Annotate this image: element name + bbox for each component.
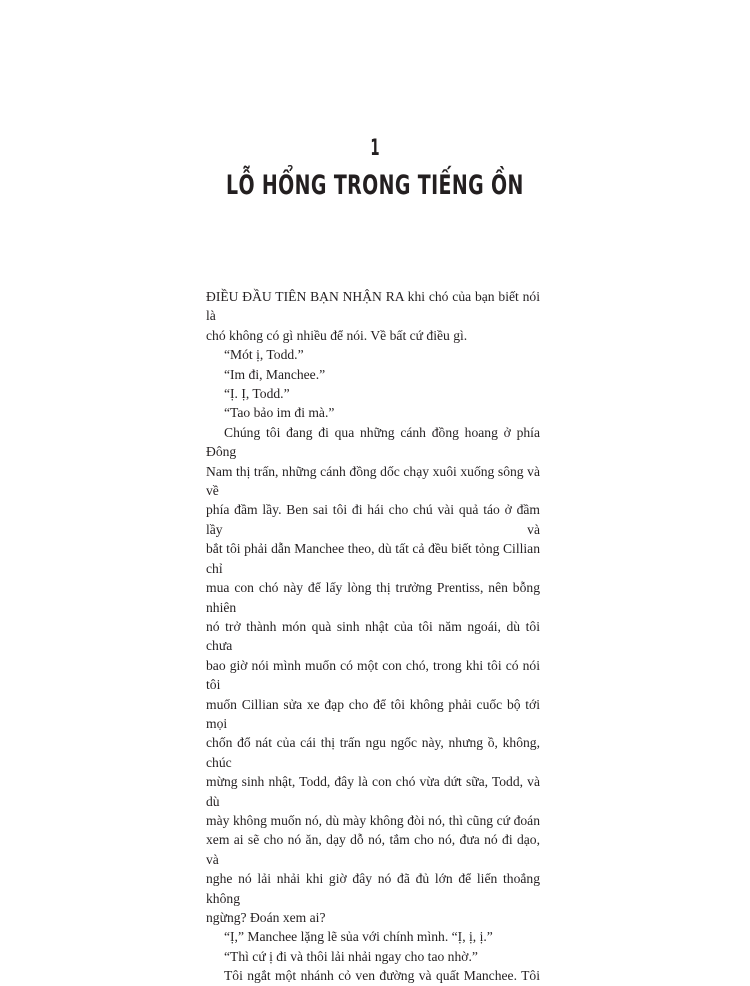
text-line: “Mót ị, Todd.” (224, 347, 304, 363)
text-line: Tôi ngắt một nhánh cỏ ven đường và quất Manchee. Tôi (224, 968, 540, 984)
text-line: nghe nó lải nhải khi giờ đây nó đã đủ lớn để liến thoắng không (206, 871, 540, 906)
paragraph (206, 345, 540, 364)
paragraph (206, 927, 540, 946)
text-line: nó trở thành món quà sinh nhật của tôi năm ngoái, dù tôi chưa (206, 618, 540, 654)
paragraph (206, 966, 540, 985)
text-line: “Ị,” Manchee lặng lẽ sủa với chính mình. “Ị, ị, ị.” (224, 929, 493, 945)
text-line: “Tao bảo im đi mà.” (224, 405, 335, 421)
text-line: chốn đổ nát của cái thị trấn ngu ngốc này, nhưng ồ, không, chúc (206, 735, 540, 770)
text-line: mày không muốn nó, dù mày không đòi nó, thì cũng cứ đoán (206, 812, 540, 828)
text-line: ĐIỀU ĐẦU TIÊN BẠN NHẬN RA khi chó của bạn biết nói là (206, 289, 540, 324)
text-line: phía đầm lầy. Ben sai tôi đi hái cho chú vài quả táo ở đầm lầy và (206, 502, 540, 537)
text-line: Chúng tôi đang đi qua những cánh đồng hoang ở phía Đông (206, 424, 540, 460)
text-line: “Im đi, Manchee.” (224, 366, 326, 382)
text-line: bao giờ nói mình muốn có một con chó, trong khi tôi có nói tôi (206, 657, 540, 693)
paragraph (206, 947, 540, 966)
body-text (206, 287, 540, 986)
text-line: mừng sinh nhật, Todd, đây là con chó vừa dứt sữa, Todd, và dù (206, 774, 540, 809)
chapter-title-text: LỖ HỔNG TRONG TIẾNG ỒN (226, 170, 524, 201)
chapter-number: 1 (370, 136, 380, 161)
text-line: chó không có gì nhiều để nói. Về bất cứ điều gì. (206, 327, 468, 343)
paragraph (206, 423, 540, 928)
text-line: mua con chó này để lấy lòng thị trưởng Prentiss, nên bỗng nhiên (206, 580, 540, 615)
text-line: “Thì cứ ị đi và thôi lải nhải ngay cho tao nhờ.” (224, 948, 478, 964)
text-line: bắt tôi phải dẫn Manchee theo, dù tất cả đều biết tỏng Cillian chỉ (206, 541, 540, 576)
text-line: xem ai sẽ cho nó ăn, dạy dỗ nó, tắm cho nó, đưa nó đi dạo, và (206, 832, 540, 867)
paragraph (206, 287, 540, 345)
text-line: Nam thị trấn, những cánh đồng dốc chạy xuôi xuống sông và về (206, 463, 540, 499)
paragraph (206, 365, 540, 384)
paragraph (206, 403, 540, 422)
text-line: ngừng? Đoán xem ai? (206, 910, 326, 925)
chapter-title (0, 170, 750, 201)
paragraph (206, 384, 540, 403)
text-line: muốn Cillian sửa xe đạp cho để tôi không phải cuốc bộ tới mọi (206, 696, 540, 731)
text-line: “Ị. Ị, Todd.” (224, 386, 290, 402)
